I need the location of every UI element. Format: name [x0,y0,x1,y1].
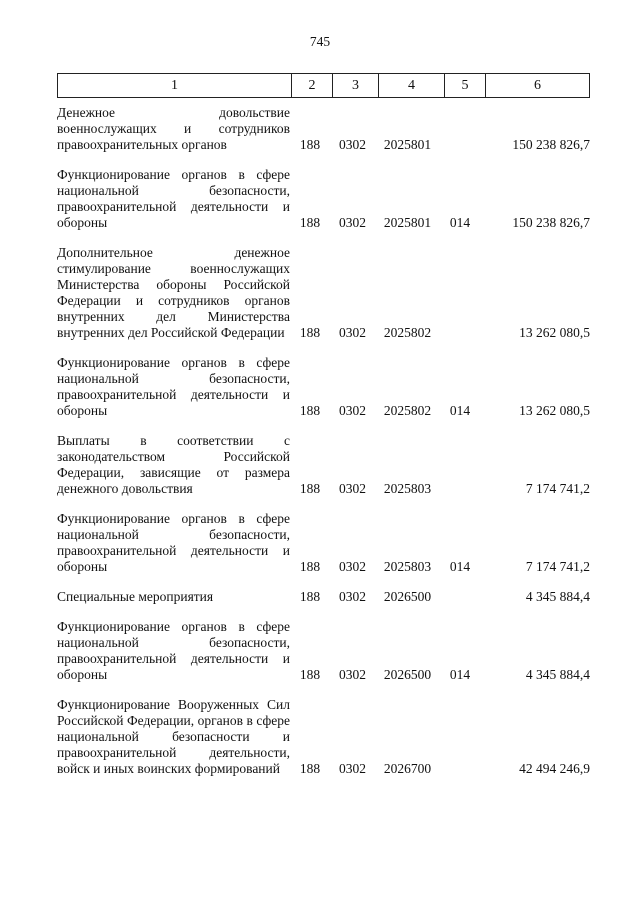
row-col-5: 014 [449,667,471,682]
header-col-6: 6 [485,74,589,97]
table-row [57,433,590,511]
table-row [57,697,590,791]
row-col-3: 0302 [339,325,366,340]
row-col-3: 0302 [339,481,366,496]
row-col-3: 0302 [339,761,366,776]
row-col-4: 2025803 [383,481,432,496]
row-col-5: 014 [449,215,471,230]
row-name: Функционирование органов в сфере национальной безопасности, правоохранительной деятельности и обороны [57,167,290,230]
row-col-4: 2025801 [383,137,432,152]
row-col-4: 2025802 [383,325,432,340]
row-col-2: 188 [299,481,321,496]
row-col-2: 188 [299,403,321,418]
row-col-5: 014 [449,559,471,574]
row-col-3: 0302 [339,559,366,574]
header-col-1: 1 [171,78,178,93]
header-col-3: 3 [332,74,378,97]
table-header [57,73,590,98]
row-col-3: 0302 [339,137,366,152]
table-row [57,511,590,589]
row-col-3: 0302 [339,215,366,230]
row-name: Функционирование органов в сфере национальной безопасности, правоохранительной деятельности и обороны [57,619,290,682]
row-amount: 13 262 080,5 [519,325,590,340]
header-col-2: 2 [291,74,332,97]
row-col-4: 2025803 [383,559,432,574]
row-amount: 150 238 826,7 [512,215,590,230]
table-row [57,245,590,355]
header-col-5: 5 [444,74,485,97]
row-amount: 4 345 884,4 [525,589,590,604]
table-row [57,167,590,245]
row-col-2: 188 [299,761,321,776]
table-row [57,589,590,619]
row-amount: 150 238 826,7 [512,137,590,152]
row-col-4: 2025801 [383,215,432,230]
row-name: Функционирование органов в сфере национальной безопасности, правоохранительной деятельности и обороны [57,511,290,574]
row-name: Функционирование Вооруженных Сил Российской Федерации, органов в сфере национальной безопасности и правоохранительной деятельности, войск и иных воинских формирований [57,697,290,776]
row-name: Специальные мероприятия [57,589,214,604]
row-name: Денежное довольствие военнослужащих и сотрудников правоохранительных органов [57,105,290,152]
table-row [57,105,590,167]
row-name: Дополнительное денежное стимулирование военнослужащих Министерства обороны Российской Федерации и сотрудников органов внутренних дел Министерства внутренних дел Российской Федерации [57,245,290,340]
row-col-2: 188 [299,589,321,604]
row-amount: 4 345 884,4 [525,667,590,682]
row-col-4: 2025802 [383,403,432,418]
row-col-3: 0302 [339,403,366,418]
row-col-3: 0302 [339,589,366,604]
row-amount: 7 174 741,2 [525,559,590,574]
table-row [57,619,590,697]
row-col-4: 2026500 [383,667,432,682]
page-number: 745 [309,34,331,49]
row-name: Функционирование органов в сфере национальной безопасности, правоохранительной деятельности и обороны [57,355,290,418]
row-col-2: 188 [299,667,321,682]
table-body [57,105,590,791]
row-amount: 42 494 246,9 [519,761,590,776]
row-col-4: 2026500 [383,589,432,604]
row-name: Выплаты в соответствии с законодательством Российской Федерации, зависящие от размера денежного довольствия [57,433,290,496]
header-col-4: 4 [378,74,444,97]
row-col-2: 188 [299,215,321,230]
row-col-2: 188 [299,137,321,152]
row-amount: 7 174 741,2 [525,481,590,496]
row-col-2: 188 [299,325,321,340]
row-col-5: 014 [449,403,471,418]
row-col-3: 0302 [339,667,366,682]
row-col-2: 188 [299,559,321,574]
row-col-4: 2026700 [383,761,432,776]
row-amount: 13 262 080,5 [519,403,590,418]
table-row [57,355,590,433]
